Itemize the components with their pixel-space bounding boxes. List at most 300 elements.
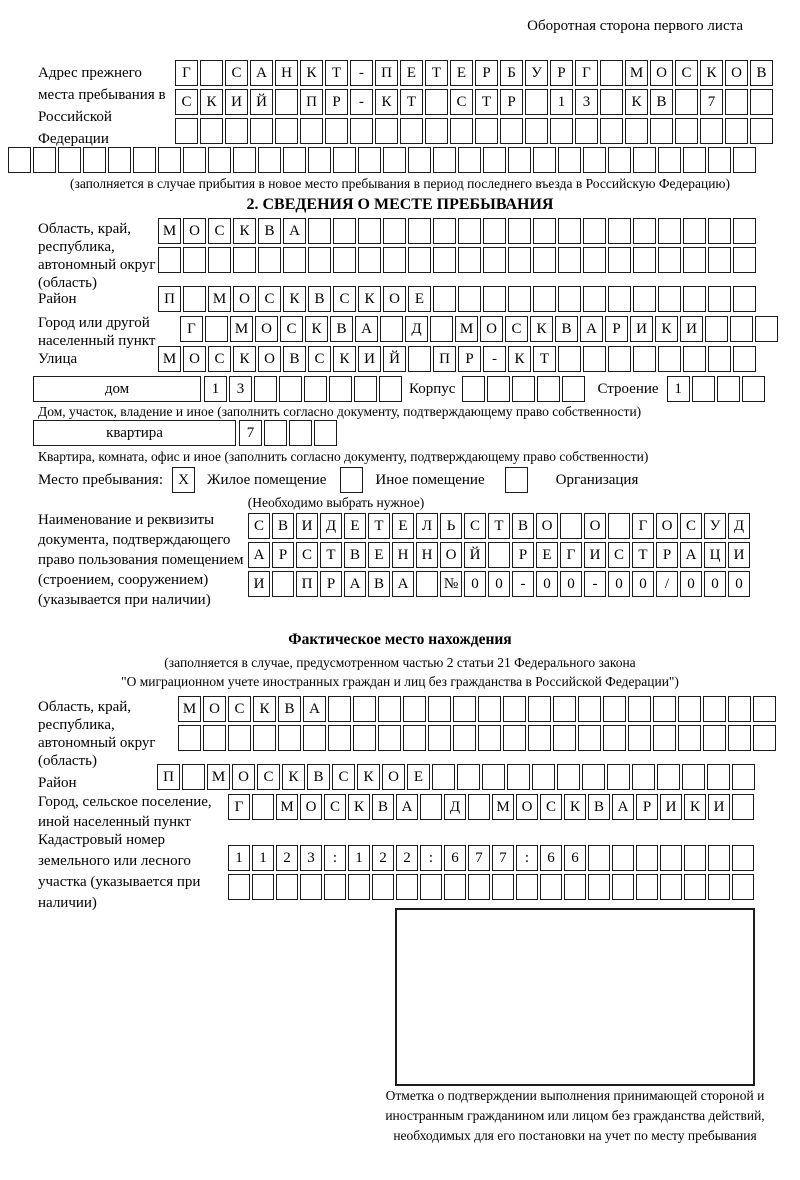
char-box[interactable]: [428, 725, 451, 751]
char-box[interactable]: [379, 376, 402, 402]
char-box[interactable]: К: [530, 316, 553, 342]
char-box[interactable]: 2: [276, 845, 298, 871]
char-box[interactable]: К: [700, 60, 723, 86]
char-box[interactable]: [653, 725, 676, 751]
char-box[interactable]: С: [208, 218, 231, 244]
char-box[interactable]: О: [232, 764, 255, 790]
char-box[interactable]: [658, 286, 681, 312]
char-box[interactable]: [528, 696, 551, 722]
char-box[interactable]: [428, 696, 451, 722]
char-box[interactable]: Н: [275, 60, 298, 86]
char-box[interactable]: 3: [300, 845, 322, 871]
char-box[interactable]: [692, 376, 715, 402]
char-box[interactable]: С: [225, 60, 248, 86]
char-box[interactable]: [303, 725, 326, 751]
char-box[interactable]: [678, 696, 701, 722]
char-box[interactable]: [175, 118, 198, 144]
char-box[interactable]: [537, 376, 560, 402]
char-box[interactable]: К: [564, 794, 586, 820]
char-box[interactable]: [553, 696, 576, 722]
char-box[interactable]: С: [680, 513, 702, 539]
char-box[interactable]: И: [225, 89, 248, 115]
char-box[interactable]: [608, 346, 631, 372]
char-box[interactable]: [228, 874, 250, 900]
char-box[interactable]: [603, 696, 626, 722]
char-box[interactable]: [658, 218, 681, 244]
char-box[interactable]: В: [555, 316, 578, 342]
char-box[interactable]: Г: [175, 60, 198, 86]
char-box[interactable]: [233, 147, 256, 173]
char-box[interactable]: -: [350, 89, 373, 115]
char-box[interactable]: К: [300, 60, 323, 86]
char-box[interactable]: [396, 874, 418, 900]
char-box[interactable]: [314, 420, 337, 446]
char-box[interactable]: 3: [575, 89, 598, 115]
char-box[interactable]: [588, 845, 610, 871]
char-box[interactable]: [254, 376, 277, 402]
char-box[interactable]: М: [230, 316, 253, 342]
other-premises-checkbox[interactable]: [340, 467, 363, 493]
char-box[interactable]: [425, 89, 448, 115]
char-box[interactable]: [553, 725, 576, 751]
char-box[interactable]: 3: [229, 376, 252, 402]
char-box[interactable]: [508, 247, 531, 273]
char-box[interactable]: И: [584, 542, 606, 568]
char-box[interactable]: Т: [320, 542, 342, 568]
char-box[interactable]: О: [300, 794, 322, 820]
char-box[interactable]: [308, 218, 331, 244]
char-box[interactable]: 6: [444, 845, 466, 871]
char-box[interactable]: [183, 247, 206, 273]
char-box[interactable]: [633, 346, 656, 372]
char-box[interactable]: О: [516, 794, 538, 820]
char-box[interactable]: Р: [656, 542, 678, 568]
char-box[interactable]: С: [258, 286, 281, 312]
char-box[interactable]: К: [253, 696, 276, 722]
char-box[interactable]: К: [283, 286, 306, 312]
char-box[interactable]: С: [296, 542, 318, 568]
char-box[interactable]: [228, 725, 251, 751]
char-box[interactable]: Б: [500, 60, 523, 86]
char-box[interactable]: К: [357, 764, 380, 790]
char-box[interactable]: №: [440, 571, 462, 597]
char-box[interactable]: О: [203, 696, 226, 722]
char-box[interactable]: О: [258, 346, 281, 372]
char-box[interactable]: [750, 89, 773, 115]
char-box[interactable]: [468, 874, 490, 900]
char-box[interactable]: В: [650, 89, 673, 115]
char-box[interactable]: [578, 725, 601, 751]
char-box[interactable]: И: [248, 571, 270, 597]
char-box[interactable]: [732, 874, 754, 900]
char-box[interactable]: [658, 147, 681, 173]
char-box[interactable]: [272, 571, 294, 597]
char-box[interactable]: [528, 725, 551, 751]
char-box[interactable]: [603, 725, 626, 751]
char-box[interactable]: [483, 247, 506, 273]
char-box[interactable]: [755, 316, 778, 342]
char-box[interactable]: С: [333, 286, 356, 312]
char-box[interactable]: 7: [492, 845, 514, 871]
char-box[interactable]: [416, 571, 438, 597]
char-box[interactable]: [558, 247, 581, 273]
char-box[interactable]: [283, 147, 306, 173]
organization-checkbox[interactable]: [505, 467, 528, 493]
char-box[interactable]: [612, 845, 634, 871]
char-box[interactable]: [608, 286, 631, 312]
char-box[interactable]: [458, 286, 481, 312]
char-box[interactable]: С: [280, 316, 303, 342]
char-box[interactable]: О: [233, 286, 256, 312]
char-box[interactable]: [732, 845, 754, 871]
char-box[interactable]: [708, 845, 730, 871]
char-box[interactable]: [258, 147, 281, 173]
char-box[interactable]: К: [625, 89, 648, 115]
char-box[interactable]: В: [750, 60, 773, 86]
char-box[interactable]: К: [305, 316, 328, 342]
char-box[interactable]: 7: [468, 845, 490, 871]
char-box[interactable]: [678, 725, 701, 751]
char-box[interactable]: [708, 286, 731, 312]
char-box[interactable]: [540, 874, 562, 900]
char-box[interactable]: [725, 89, 748, 115]
char-box[interactable]: [600, 89, 623, 115]
char-box[interactable]: [562, 376, 585, 402]
char-box[interactable]: [730, 316, 753, 342]
char-box[interactable]: [108, 147, 131, 173]
char-box[interactable]: П: [300, 89, 323, 115]
char-box[interactable]: Т: [425, 60, 448, 86]
char-box[interactable]: [83, 147, 106, 173]
char-box[interactable]: [432, 764, 455, 790]
char-box[interactable]: [500, 118, 523, 144]
char-box[interactable]: [430, 316, 453, 342]
char-box[interactable]: О: [584, 513, 606, 539]
residential-checkbox[interactable]: X: [172, 467, 195, 493]
char-box[interactable]: [633, 247, 656, 273]
char-box[interactable]: [733, 247, 756, 273]
char-box[interactable]: Р: [325, 89, 348, 115]
char-box[interactable]: Т: [533, 346, 556, 372]
char-box[interactable]: [358, 147, 381, 173]
char-box[interactable]: [275, 118, 298, 144]
char-box[interactable]: [683, 218, 706, 244]
char-box[interactable]: [633, 147, 656, 173]
char-box[interactable]: Е: [368, 542, 390, 568]
char-box[interactable]: [279, 376, 302, 402]
char-box[interactable]: [657, 764, 680, 790]
char-box[interactable]: Д: [728, 513, 750, 539]
char-box[interactable]: [475, 118, 498, 144]
char-box[interactable]: [708, 874, 730, 900]
char-box[interactable]: [208, 147, 231, 173]
char-box[interactable]: 7: [700, 89, 723, 115]
char-box[interactable]: Й: [250, 89, 273, 115]
char-box[interactable]: [275, 89, 298, 115]
char-box[interactable]: [408, 247, 431, 273]
char-box[interactable]: [483, 286, 506, 312]
char-box[interactable]: А: [283, 218, 306, 244]
char-box[interactable]: :: [516, 845, 538, 871]
char-box[interactable]: Т: [632, 542, 654, 568]
char-box[interactable]: С: [308, 346, 331, 372]
char-box[interactable]: 1: [550, 89, 573, 115]
char-box[interactable]: [708, 346, 731, 372]
char-box[interactable]: [578, 696, 601, 722]
char-box[interactable]: [742, 376, 765, 402]
char-box[interactable]: [478, 725, 501, 751]
char-box[interactable]: [503, 725, 526, 751]
char-box[interactable]: А: [580, 316, 603, 342]
char-box[interactable]: В: [368, 571, 390, 597]
char-box[interactable]: [508, 147, 531, 173]
char-box[interactable]: [333, 218, 356, 244]
char-box[interactable]: [208, 247, 231, 273]
char-box[interactable]: 0: [560, 571, 582, 597]
char-box[interactable]: А: [250, 60, 273, 86]
char-box[interactable]: [533, 147, 556, 173]
char-box[interactable]: О: [656, 513, 678, 539]
char-box[interactable]: У: [525, 60, 548, 86]
char-box[interactable]: [433, 247, 456, 273]
char-box[interactable]: И: [358, 346, 381, 372]
char-box[interactable]: [703, 696, 726, 722]
char-box[interactable]: К: [655, 316, 678, 342]
char-box[interactable]: [733, 147, 756, 173]
char-box[interactable]: В: [278, 696, 301, 722]
char-box[interactable]: [682, 764, 705, 790]
char-box[interactable]: [583, 346, 606, 372]
char-box[interactable]: [600, 118, 623, 144]
char-box[interactable]: [300, 874, 322, 900]
char-box[interactable]: [333, 247, 356, 273]
char-box[interactable]: [564, 874, 586, 900]
char-box[interactable]: А: [303, 696, 326, 722]
char-box[interactable]: [328, 696, 351, 722]
char-box[interactable]: М: [178, 696, 201, 722]
char-box[interactable]: И: [660, 794, 682, 820]
char-box[interactable]: [233, 247, 256, 273]
char-box[interactable]: [658, 346, 681, 372]
char-box[interactable]: К: [233, 218, 256, 244]
char-box[interactable]: [560, 513, 582, 539]
char-box[interactable]: С: [175, 89, 198, 115]
char-box[interactable]: Е: [392, 513, 414, 539]
char-box[interactable]: А: [396, 794, 418, 820]
apartment-type-box[interactable]: квартира: [33, 420, 236, 446]
char-box[interactable]: И: [728, 542, 750, 568]
char-box[interactable]: [358, 218, 381, 244]
char-box[interactable]: -: [584, 571, 606, 597]
char-box[interactable]: 7: [239, 420, 262, 446]
char-box[interactable]: [583, 247, 606, 273]
char-box[interactable]: О: [536, 513, 558, 539]
char-box[interactable]: [289, 420, 312, 446]
char-box[interactable]: М: [492, 794, 514, 820]
char-box[interactable]: [250, 118, 273, 144]
char-box[interactable]: С: [540, 794, 562, 820]
char-box[interactable]: [512, 376, 535, 402]
char-box[interactable]: С: [332, 764, 355, 790]
char-box[interactable]: [372, 874, 394, 900]
char-box[interactable]: [183, 147, 206, 173]
char-box[interactable]: [633, 218, 656, 244]
char-box[interactable]: [488, 542, 510, 568]
char-box[interactable]: :: [420, 845, 442, 871]
char-box[interactable]: 0: [680, 571, 702, 597]
char-box[interactable]: О: [383, 286, 406, 312]
char-box[interactable]: [608, 513, 630, 539]
char-box[interactable]: [558, 286, 581, 312]
char-box[interactable]: :: [324, 845, 346, 871]
char-box[interactable]: [628, 696, 651, 722]
char-box[interactable]: Р: [320, 571, 342, 597]
char-box[interactable]: И: [296, 513, 318, 539]
char-box[interactable]: Р: [458, 346, 481, 372]
char-box[interactable]: О: [440, 542, 462, 568]
char-box[interactable]: В: [308, 286, 331, 312]
char-box[interactable]: К: [333, 346, 356, 372]
char-box[interactable]: [158, 147, 181, 173]
char-box[interactable]: Р: [550, 60, 573, 86]
char-box[interactable]: [276, 874, 298, 900]
char-box[interactable]: 2: [396, 845, 418, 871]
char-box[interactable]: Р: [272, 542, 294, 568]
char-box[interactable]: [462, 376, 485, 402]
char-box[interactable]: Е: [400, 60, 423, 86]
char-box[interactable]: [8, 147, 31, 173]
char-box[interactable]: [58, 147, 81, 173]
char-box[interactable]: [348, 874, 370, 900]
char-box[interactable]: О: [650, 60, 673, 86]
char-box[interactable]: [675, 118, 698, 144]
char-box[interactable]: 6: [564, 845, 586, 871]
char-box[interactable]: [383, 218, 406, 244]
char-box[interactable]: К: [358, 286, 381, 312]
char-box[interactable]: Г: [180, 316, 203, 342]
char-box[interactable]: [203, 725, 226, 751]
char-box[interactable]: [482, 764, 505, 790]
char-box[interactable]: [433, 286, 456, 312]
char-box[interactable]: К: [684, 794, 706, 820]
char-box[interactable]: [433, 218, 456, 244]
char-box[interactable]: [708, 247, 731, 273]
char-box[interactable]: О: [183, 346, 206, 372]
char-box[interactable]: Р: [475, 60, 498, 86]
char-box[interactable]: А: [344, 571, 366, 597]
char-box[interactable]: [403, 725, 426, 751]
char-box[interactable]: [660, 874, 682, 900]
char-box[interactable]: [532, 764, 555, 790]
char-box[interactable]: [582, 764, 605, 790]
char-box[interactable]: [483, 218, 506, 244]
char-box[interactable]: 6: [540, 845, 562, 871]
char-box[interactable]: [158, 247, 181, 273]
char-box[interactable]: В: [330, 316, 353, 342]
char-box[interactable]: [333, 147, 356, 173]
char-box[interactable]: О: [183, 218, 206, 244]
char-box[interactable]: И: [630, 316, 653, 342]
char-box[interactable]: [557, 764, 580, 790]
char-box[interactable]: [453, 725, 476, 751]
char-box[interactable]: С: [208, 346, 231, 372]
char-box[interactable]: А: [680, 542, 702, 568]
char-box[interactable]: [753, 725, 776, 751]
char-box[interactable]: [728, 725, 751, 751]
char-box[interactable]: М: [625, 60, 648, 86]
char-box[interactable]: Ц: [704, 542, 726, 568]
char-box[interactable]: К: [375, 89, 398, 115]
char-box[interactable]: [683, 286, 706, 312]
char-box[interactable]: [182, 764, 205, 790]
char-box[interactable]: С: [450, 89, 473, 115]
char-box[interactable]: [420, 794, 442, 820]
char-box[interactable]: -: [350, 60, 373, 86]
char-box[interactable]: [353, 696, 376, 722]
char-box[interactable]: [508, 218, 531, 244]
char-box[interactable]: [636, 874, 658, 900]
char-box[interactable]: П: [157, 764, 180, 790]
char-box[interactable]: [608, 247, 631, 273]
char-box[interactable]: П: [433, 346, 456, 372]
char-box[interactable]: 1: [252, 845, 274, 871]
char-box[interactable]: Г: [575, 60, 598, 86]
char-box[interactable]: [420, 874, 442, 900]
char-box[interactable]: Р: [605, 316, 628, 342]
char-box[interactable]: [588, 874, 610, 900]
char-box[interactable]: К: [233, 346, 256, 372]
char-box[interactable]: О: [382, 764, 405, 790]
char-box[interactable]: В: [283, 346, 306, 372]
char-box[interactable]: [575, 118, 598, 144]
char-box[interactable]: 1: [348, 845, 370, 871]
char-box[interactable]: [725, 118, 748, 144]
char-box[interactable]: [625, 118, 648, 144]
char-box[interactable]: [708, 218, 731, 244]
char-box[interactable]: Т: [475, 89, 498, 115]
char-box[interactable]: [258, 247, 281, 273]
char-box[interactable]: [468, 794, 490, 820]
char-box[interactable]: Л: [416, 513, 438, 539]
char-box[interactable]: [278, 725, 301, 751]
char-box[interactable]: Р: [636, 794, 658, 820]
char-box[interactable]: 0: [536, 571, 558, 597]
char-box[interactable]: Й: [383, 346, 406, 372]
char-box[interactable]: [583, 218, 606, 244]
char-box[interactable]: [608, 218, 631, 244]
char-box[interactable]: [403, 696, 426, 722]
char-box[interactable]: [503, 696, 526, 722]
char-box[interactable]: О: [480, 316, 503, 342]
char-box[interactable]: [358, 247, 381, 273]
char-box[interactable]: А: [392, 571, 414, 597]
char-box[interactable]: [508, 286, 531, 312]
char-box[interactable]: П: [296, 571, 318, 597]
char-box[interactable]: С: [228, 696, 251, 722]
char-box[interactable]: [732, 764, 755, 790]
char-box[interactable]: [733, 346, 756, 372]
char-box[interactable]: Е: [536, 542, 558, 568]
char-box[interactable]: Е: [408, 286, 431, 312]
char-box[interactable]: Д: [444, 794, 466, 820]
char-box[interactable]: [378, 725, 401, 751]
char-box[interactable]: Г: [560, 542, 582, 568]
char-box[interactable]: Е: [344, 513, 366, 539]
char-box[interactable]: [707, 764, 730, 790]
char-box[interactable]: А: [355, 316, 378, 342]
char-box[interactable]: [683, 247, 706, 273]
char-box[interactable]: [133, 147, 156, 173]
